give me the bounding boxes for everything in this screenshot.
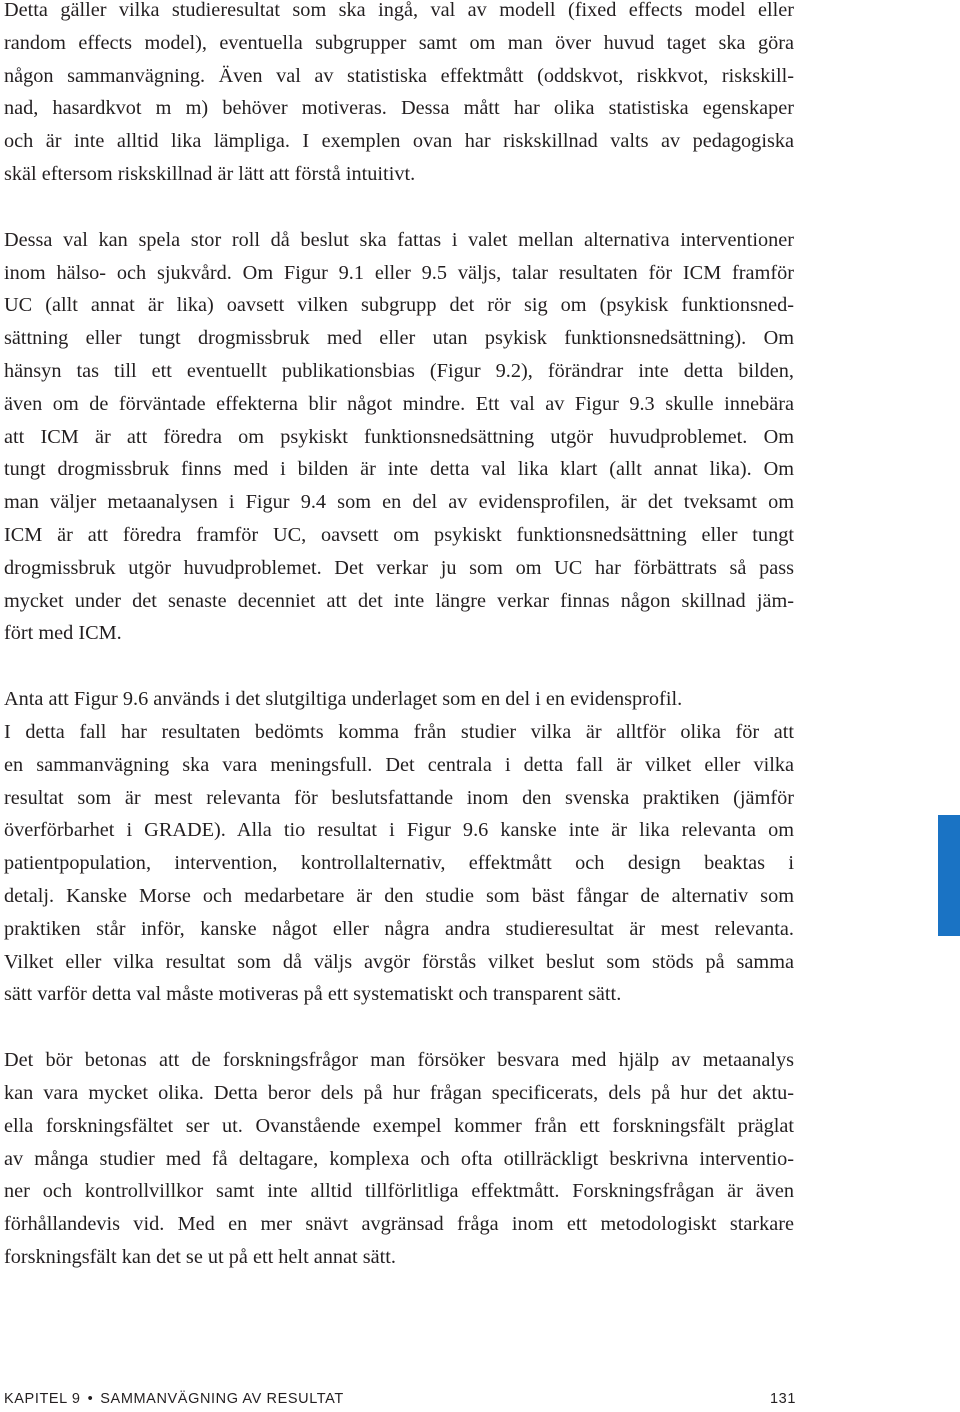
text-line: sätt varför detta val måste motiveras på ett systematiskt och transparent sätt.	[4, 983, 622, 1006]
text-line: förhållandevis vid. Med en mer snävt avgränsad fråga inom ett metodologiskt starkare	[4, 1213, 794, 1236]
text-line: resultat som är mest relevanta för beslutsfattande inom den svenska praktiken (jämför	[4, 786, 794, 809]
text-line: Dessa val kan spela stor roll då beslut ska fattas i valet mellan alternativa interventioner	[4, 228, 794, 251]
paragraph-1	[4, 0, 794, 191]
text-line: UC (allt annat är lika) oavsett vilken subgrupp det rör sig om (psykisk funktionsned-	[4, 294, 794, 317]
text-line: ICM är att föredra framför UC, oavsett om psykiskt funktionsnedsättning eller tungt	[4, 523, 794, 546]
text-line: drogmissbruk utgör huvudproblemet. Det verkar ju som om UC har förbättrats så pass	[4, 556, 794, 579]
text-line: en sammanvägning ska vara meningsfull. Det centrala i detta fall är vilket eller vilka	[4, 753, 794, 776]
text-line: praktiken står inför, kanske något eller några andra studieresultat är mest relevanta.	[4, 917, 794, 940]
text-line: fört med ICM.	[4, 622, 122, 645]
text-line: mycket under det senaste decenniet att det inte längre verkar finnas någon skillnad jäm-	[4, 589, 794, 612]
text-line: hänsyn tas till ett eventuellt publikationsbias (Figur 9.2), förändrar inte detta bilden,	[4, 359, 794, 382]
section-label: SAMMANVÄGNING AV RESULTAT	[100, 1391, 344, 1407]
text-line: Vilket eller vilka resultat som då väljs avgör förstås vilket beslut som stöds på samma	[4, 950, 794, 973]
text-line: överförbarhet i GRADE). Alla tio resultat i Figur 9.6 kanske inte är lika relevanta om	[4, 819, 794, 842]
text-line: någon sammanvägning. Även val av statistiska effektmått (oddskvot, riskkvot, riskskill-	[4, 64, 794, 87]
body-text	[4, 0, 794, 1274]
paragraph-2	[4, 224, 794, 650]
text-line: detalj. Kanske Morse och medarbetare är den studie som bäst fångar de alternativ som	[4, 884, 794, 907]
text-line: forskningsfält kan det se ut på ett helt annat sätt.	[4, 1245, 396, 1268]
text-line: även om de förväntade effekterna blir något mindre. Ett val av Figur 9.3 skulle innebära	[4, 392, 794, 415]
chapter-tab-marker	[938, 815, 960, 936]
bullet-separator: •	[87, 1391, 94, 1407]
running-footer	[4, 1391, 344, 1407]
text-line: sättning eller tungt drogmissbruk med eller utan psykisk funktionsnedsättning). Om	[4, 327, 794, 350]
text-line: man väljer metaanalysen i Figur 9.4 som en del av evidensprofilen, är det tveksamt om	[4, 491, 794, 514]
paragraph-4	[4, 1044, 794, 1274]
text-line: Detta gäller vilka studieresultat som ska ingå, val av modell (fixed effects model eller	[4, 0, 794, 21]
page-number: 131	[770, 1391, 796, 1407]
paragraph-3	[4, 683, 794, 1011]
text-line: ella forskningsfältet ser ut. Ovanstående exempel kommer från ett forskningsfält präglat	[4, 1114, 794, 1137]
text-line: random effects model), eventuella subgrupper samt om man över huvud taget ska göra	[4, 31, 794, 54]
page-footer	[4, 1391, 796, 1411]
text-line: av många studier med få deltagare, komplexa och ofta otillräckligt beskrivna interventio-	[4, 1147, 794, 1170]
text-line: och är inte alltid lika lämpliga. I exemplen ovan har riskskillnad valts av pedagogiska	[4, 130, 794, 153]
text-line: tungt drogmissbruk finns med i bilden är inte detta val lika klart (allt annat lika). Om	[4, 458, 794, 481]
text-line: skäl eftersom riskskillnad är lätt att förstå intuitivt.	[4, 162, 416, 185]
text-line: Anta att Figur 9.6 används i det slutgiltiga underlaget som en del i en evidensprofil.	[4, 688, 683, 711]
chapter-label: KAPITEL 9	[4, 1391, 81, 1407]
text-line: Det bör betonas att de forskningsfrågor man försöker besvara med hjälp av metaanalys	[4, 1049, 794, 1072]
text-line: I detta fall har resultaten bedömts komma från studier vilka är alltför olika för att	[4, 720, 794, 743]
text-line: inom hälso- och sjukvård. Om Figur 9.1 eller 9.5 väljs, talar resultaten för ICM framför	[4, 261, 794, 284]
text-line: att ICM är att föredra om psykiskt funktionsnedsättning utgör huvudproblemet. Om	[4, 425, 794, 448]
text-line: kan vara mycket olika. Detta beror dels på hur frågan specificerats, dels på hur det aktu-	[4, 1081, 794, 1104]
text-line: patientpopulation, intervention, kontrollalternativ, effektmått och design beaktas i	[4, 852, 794, 875]
text-line: nad, hasardkvot m m) behöver motiveras. Dessa mått har olika statistiska egenskaper	[4, 97, 794, 120]
text-line: ner och kontrollvillkor samt inte alltid tillförlitliga effektmått. Forskningsfrågan är även	[4, 1180, 794, 1203]
